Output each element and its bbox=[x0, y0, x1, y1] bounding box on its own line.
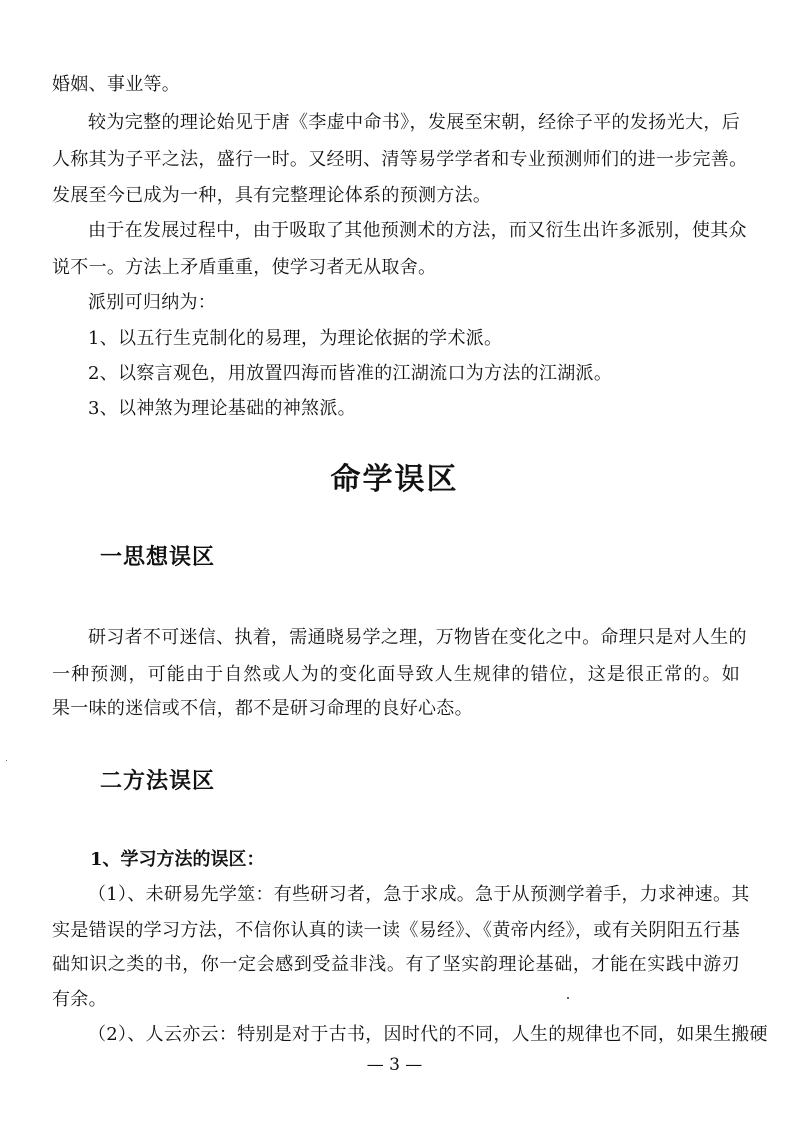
paragraph-schools-line-2: 说不一。方法上矛盾重重，使学习者无从取舍。 bbox=[52, 257, 437, 278]
method-item1-line-2: 实是错误的学习方法，不信你认真的读一读《易经》、《黄帝内经》，或有关阴阳五行基 bbox=[52, 920, 740, 941]
paragraph-schools-line-1: 由于在发展过程中，由于吸取了其他预测术的方法，而又衍生出许多派别，使其众 bbox=[88, 220, 747, 241]
thought-line-3: 果一味的迷信或不信，都不是研习命理的良好心态。 bbox=[52, 698, 473, 719]
school-item: 1、以五行生克制化的易理，为理论依据的学术派。 bbox=[88, 328, 503, 349]
subheading-learning-method: 1、学习方法的误区： bbox=[90, 849, 265, 870]
method-item1-line-3: 础知识之类的书，你一定会感到受益非浅。有了坚实韵理论基础，才能在实践中游刃 bbox=[52, 954, 740, 975]
page-number: — 3 — bbox=[366, 1055, 423, 1075]
school-item: 3、以神煞为理论基础的神煞派。 bbox=[88, 398, 356, 419]
scan-speck bbox=[6, 760, 7, 761]
school-item: 2、以察言观色，用放置四海而皆准的江湖流口为方法的江湖派。 bbox=[88, 363, 613, 384]
schools-intro: 派别可归纳为： bbox=[88, 292, 217, 313]
thought-line-1: 研习者不可迷信、执着，需通晓易学之理，万物皆在变化之中。命理只是对人生的 bbox=[88, 627, 747, 648]
heading-method-misconception: 二方法误区 bbox=[100, 768, 216, 794]
paragraph-history-line-2: 人称其为子平之法，盛行一时。又经明、清等易学学者和专业预测师们的进一步完善。 bbox=[52, 149, 748, 170]
thought-line-2: 一种预测，可能由于自然或人为的变化面导致人生规律的错位，这是很正常的。如 bbox=[52, 664, 740, 685]
heading-thought-misconception: 一思想误区 bbox=[100, 544, 216, 570]
section-title: 命学误区 bbox=[330, 462, 459, 497]
paragraph-history-line-3: 发展至今已成为一种，具有完整理论体系的预测方法。 bbox=[52, 185, 492, 206]
scan-speck bbox=[567, 997, 569, 999]
paragraph-history-line-1: 较为完整的理论始见于唐《李虚中命书》，发展至宋朝，经徐子平的发扬光大，后 bbox=[88, 112, 740, 133]
intro-line: 婚姻、事业等。 bbox=[52, 74, 181, 95]
method-item2-line-1: （2）、人云亦云：特别是对于古书，因时代的不同，人生的规律也不同，如果生搬硬 bbox=[88, 1024, 768, 1045]
method-item1-line-1: （1）、未研易先学筮：有些研习者，急于求成。急于从预测学着手，力求神速。其 bbox=[88, 884, 750, 905]
method-item1-line-4: 有余。 bbox=[52, 989, 107, 1010]
